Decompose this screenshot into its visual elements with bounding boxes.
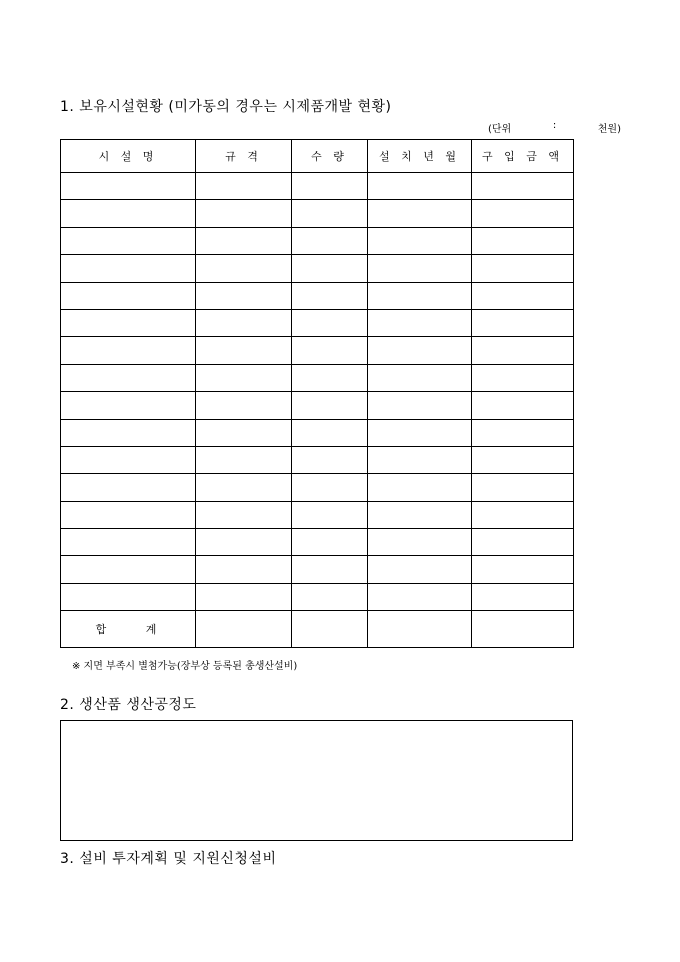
table-cell[interactable] [292,200,368,227]
table-cell[interactable] [61,501,196,528]
facility-table [60,139,574,648]
table-cell[interactable] [61,419,196,446]
table-cell[interactable] [292,611,368,648]
table-cell[interactable] [368,227,472,254]
table-cell[interactable] [292,309,368,336]
table-cell[interactable] [61,227,196,254]
table-cell[interactable] [196,419,292,446]
table-cell[interactable] [368,501,472,528]
table-cell[interactable] [196,337,292,364]
table-cell[interactable] [61,255,196,282]
header-purchase-amount: 구 입 금 액 [472,140,574,173]
table-cell[interactable] [61,446,196,473]
table-cell[interactable] [61,309,196,336]
table-cell[interactable] [368,364,472,391]
table-cell[interactable] [292,282,368,309]
table-row [61,200,574,227]
table-row [61,227,574,254]
table-cell[interactable] [472,419,574,446]
table-cell[interactable] [292,337,368,364]
table-cell[interactable] [196,474,292,501]
table-row [61,474,574,501]
table-note: ※ 지면 부족시 별첨가능(장부상 등록된 총생산설비) [72,661,298,672]
table-row [61,309,574,336]
table-cell[interactable] [472,309,574,336]
table-cell[interactable] [292,419,368,446]
table-row [61,173,574,200]
table-cell[interactable] [472,474,574,501]
table-cell[interactable] [196,309,292,336]
table-row [61,583,574,610]
table-row [61,419,574,446]
table-cell[interactable] [368,173,472,200]
table-cell[interactable] [472,282,574,309]
table-cell[interactable] [196,501,292,528]
table-cell[interactable] [368,446,472,473]
table-cell[interactable] [368,255,472,282]
header-spec: 규 격 [196,140,292,173]
table-cell[interactable] [196,227,292,254]
table-body [61,173,574,648]
table-cell[interactable] [292,556,368,583]
table-cell[interactable] [196,173,292,200]
table-cell[interactable] [292,392,368,419]
table-cell[interactable] [196,583,292,610]
table-cell[interactable] [196,200,292,227]
table-cell[interactable] [292,474,368,501]
table-cell[interactable] [61,583,196,610]
unit-label-left: (단위 [488,124,512,135]
table-cell[interactable] [196,392,292,419]
table-cell[interactable] [196,611,292,648]
table-cell[interactable] [368,529,472,556]
table-cell[interactable] [472,583,574,610]
table-cell[interactable] [368,474,472,501]
section-1-title: 1. 보유시설현황 (미가동의 경우는 시제품개발 현황) [60,99,392,115]
table-cell[interactable] [292,173,368,200]
table-row [61,556,574,583]
table-row [61,282,574,309]
table-row [61,364,574,391]
unit-label [488,120,621,135]
table-cell[interactable] [472,392,574,419]
process-diagram-box[interactable] [60,720,573,841]
table-cell[interactable] [196,255,292,282]
table-cell[interactable] [472,529,574,556]
table-cell[interactable] [292,501,368,528]
table-cell[interactable] [292,446,368,473]
section-3-title: 3. 설비 투자계획 및 지원신청설비 [60,851,277,867]
table-cell[interactable] [368,611,472,648]
unit-label-separator: : [552,120,557,131]
table-cell[interactable] [472,173,574,200]
table-cell[interactable] [196,282,292,309]
total-row [61,611,574,648]
table-row [61,255,574,282]
table-cell[interactable] [61,556,196,583]
table-cell[interactable] [292,227,368,254]
table-cell[interactable] [472,364,574,391]
table-row [61,446,574,473]
table-cell[interactable] [61,474,196,501]
table-cell[interactable] [368,392,472,419]
unit-label-right: 천원) [597,124,621,135]
table-cell[interactable] [292,364,368,391]
table-cell[interactable] [472,200,574,227]
table-cell[interactable] [472,255,574,282]
table-cell[interactable] [61,337,196,364]
table-cell[interactable] [368,282,472,309]
table-cell[interactable] [472,446,574,473]
table-cell[interactable] [472,337,574,364]
table-cell[interactable] [61,364,196,391]
table-row [61,337,574,364]
table-cell[interactable] [368,309,472,336]
table-cell[interactable] [368,556,472,583]
total-label: 합 계 [61,611,196,648]
table-cell[interactable] [472,227,574,254]
table-cell[interactable] [292,529,368,556]
section-2-title: 2. 생산품 생산공정도 [60,697,197,713]
table-cell[interactable] [61,173,196,200]
table-cell[interactable] [368,419,472,446]
table-cell[interactable] [61,200,196,227]
table-cell[interactable] [472,501,574,528]
header-install-date: 설 치 년 월 [368,140,472,173]
table-cell[interactable] [196,364,292,391]
table-cell[interactable] [196,556,292,583]
table-cell[interactable] [196,446,292,473]
table-cell[interactable] [368,200,472,227]
table-row [61,392,574,419]
table-cell[interactable] [472,556,574,583]
header-quantity: 수 량 [292,140,368,173]
table-cell[interactable] [196,529,292,556]
header-facility-name: 시 설 명 [61,140,196,173]
table-cell[interactable] [472,611,574,648]
table-cell[interactable] [292,583,368,610]
table-cell[interactable] [61,392,196,419]
table-cell[interactable] [368,583,472,610]
table-row [61,529,574,556]
table-cell[interactable] [368,337,472,364]
table-cell[interactable] [61,282,196,309]
table-cell[interactable] [292,255,368,282]
table-row [61,501,574,528]
table-header-row [61,140,574,173]
table-cell[interactable] [61,529,196,556]
